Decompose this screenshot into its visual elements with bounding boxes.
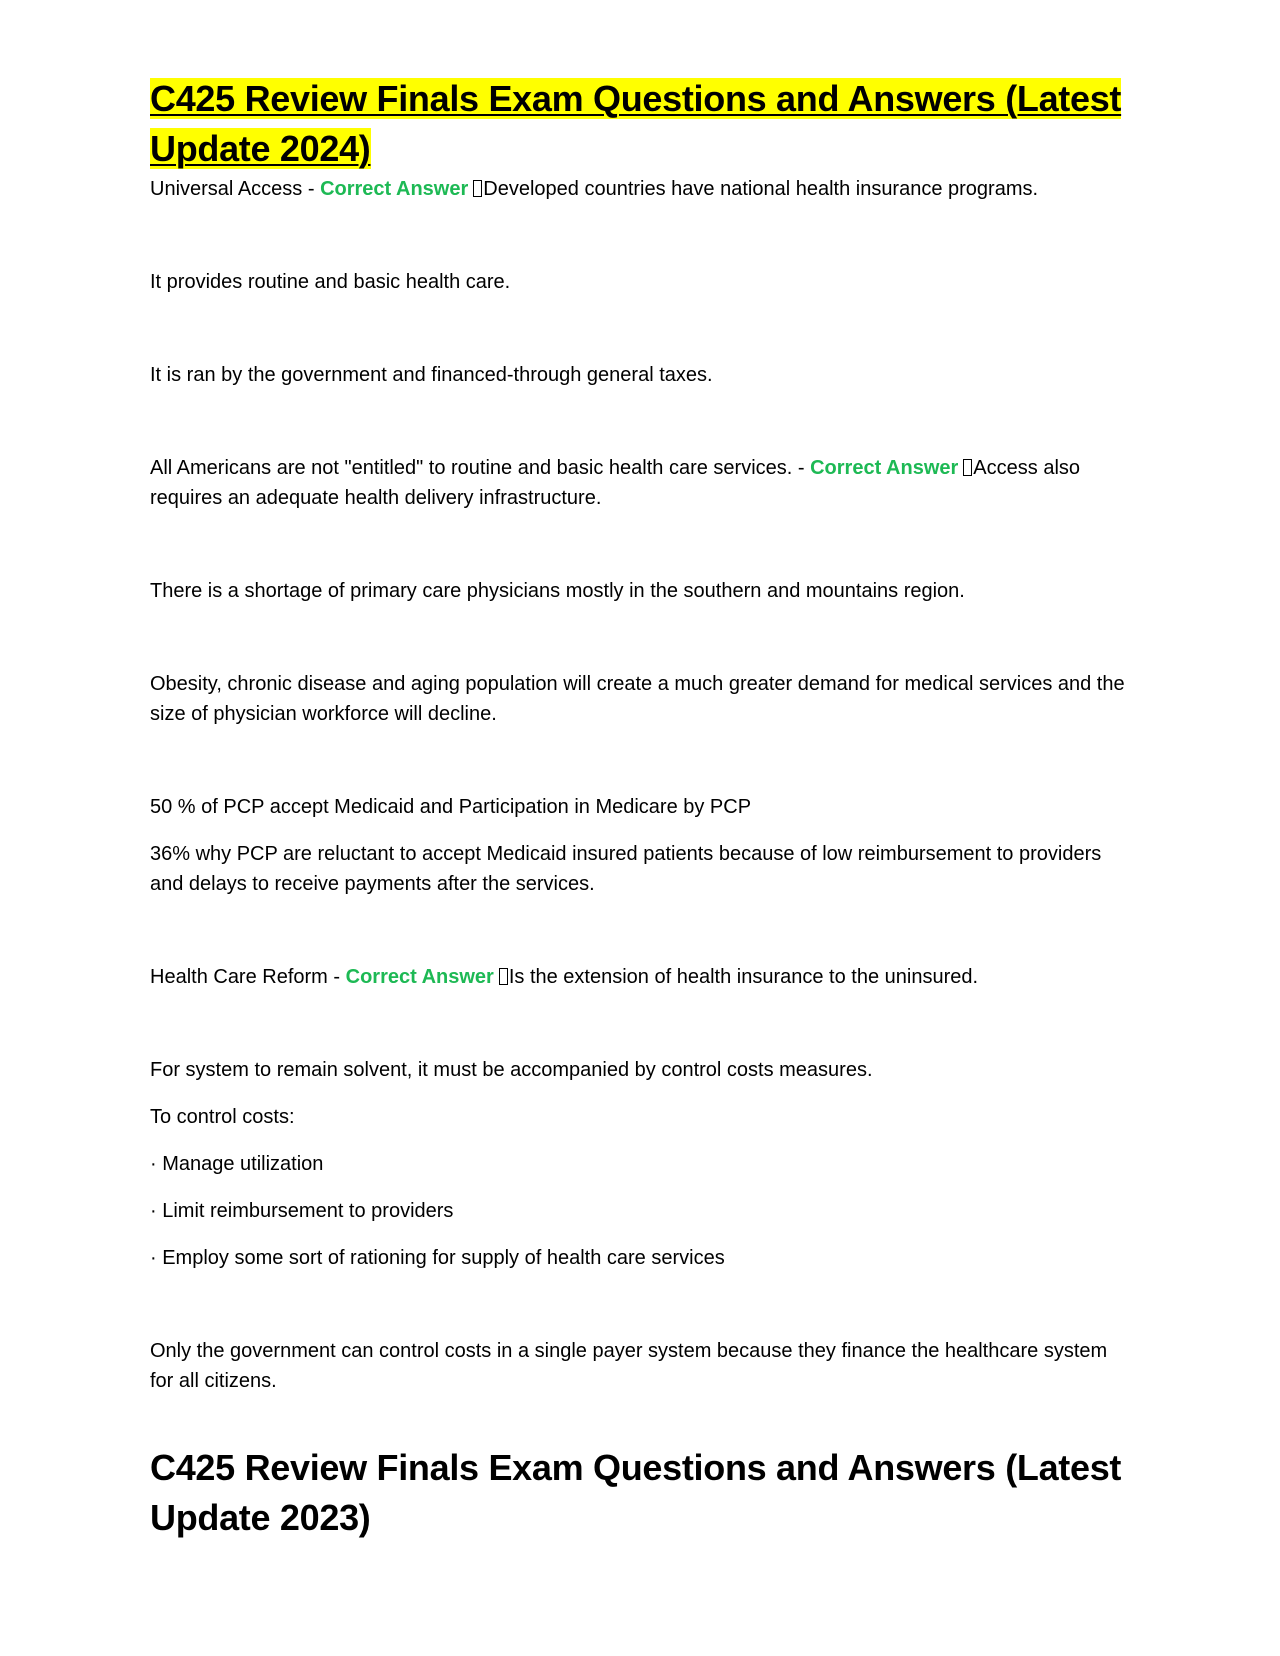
answer-text: Developed countries have national health insurance programs. [483,178,1039,200]
paragraph-obesity: Obesity, chronic disease and aging population will create a much greater demand for medical services and the size of physician workforce will decline. [150,673,1125,725]
answer-text: Is the extension of health insurance to the uninsured. [508,966,979,988]
document-subtitle: C425 Review Finals Exam Questions and Answers (Latest Update 2023) [150,1447,1122,1538]
correct-answer-label: Correct Answer [320,178,469,200]
paragraph-50-percent: 50 % of PCP accept Medicaid and Participation in Medicare by PCP [150,796,752,818]
placeholder-box-icon [499,968,508,985]
answer-text: Access also requires an adequate health delivery infrastructure. [150,457,1081,509]
question-term: Universal Access - [150,178,321,200]
bullet-item: · Employ some sort of rationing for supply of health care services [150,1247,725,1269]
paragraph-government: It is ran by the government and financed-through general taxes. [150,364,713,386]
bullet-item: · Limit reimbursement to providers [150,1200,454,1222]
qa-universal-access [150,174,1130,204]
document-page [150,74,1130,1543]
placeholder-box-icon [473,180,482,197]
question-term: All Americans are not "entitled" to routine and basic health care services. - [150,457,811,479]
document-title-text: C425 Review Finals Exam Questions and Answers (Latest Update 2024) [150,78,1122,169]
question-term: Health Care Reform - [150,966,346,988]
paragraph-single-payer: Only the government can control costs in a single payer system because they finance the healthcare system for all citizens. [150,1340,1108,1392]
paragraph-control-costs: To control costs: [150,1106,295,1128]
correct-answer-label: Correct Answer [345,966,494,988]
correct-answer-label: Correct Answer [810,457,959,479]
paragraph-shortage: There is a shortage of primary care physicians mostly in the southern and mountains region. [150,580,965,602]
qa-entitled [150,453,1130,513]
paragraph-solvent: For system to remain solvent, it must be accompanied by control costs measures. [150,1059,873,1081]
bullet-item: · Manage utilization [150,1153,324,1175]
qa-health-care-reform [150,962,1130,992]
paragraph-36-percent: 36% why PCP are reluctant to accept Medicaid insured patients because of low reimbursement to providers and delays to receive payments after the services. [150,843,1102,895]
placeholder-box-icon [963,459,972,476]
paragraph-routine: It provides routine and basic health care. [150,271,511,293]
document-title [150,74,1130,174]
